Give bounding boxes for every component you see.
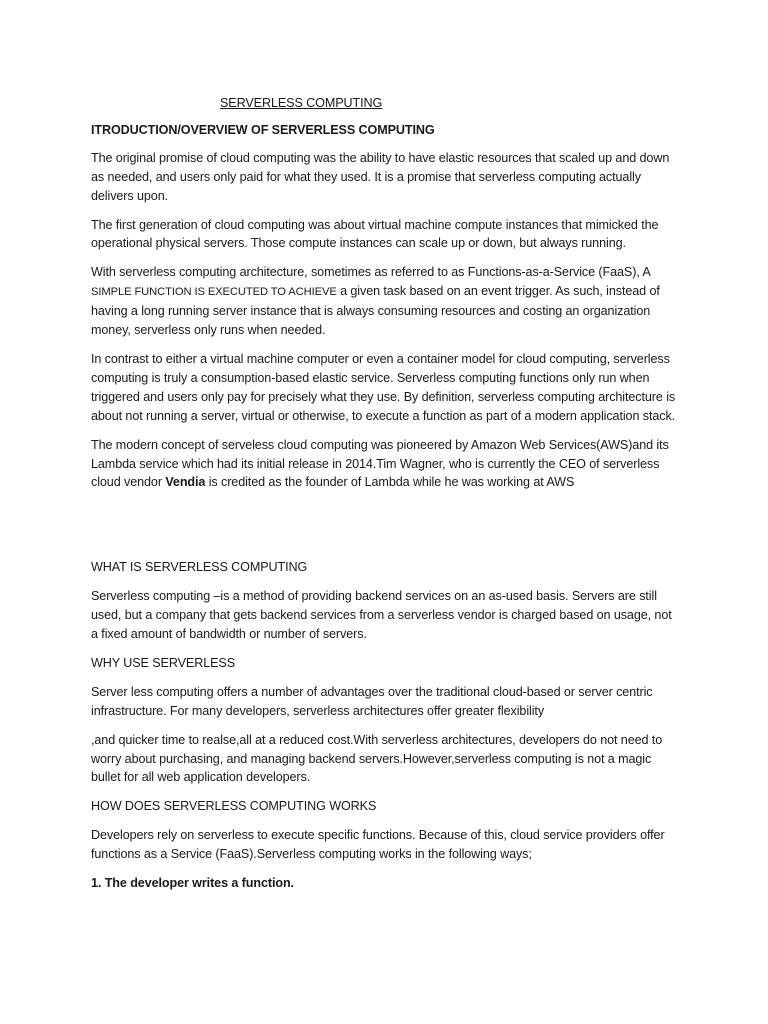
faas-smallcaps-text: SIMPLE FUNCTION IS EXECUTED TO ACHIEVE [91,286,337,299]
how-heading: HOW DOES SERVERLESS COMPUTING WORKS [91,799,377,814]
step-1: 1. The developer writes a function. [91,876,294,891]
intro-heading: ITRODUCTION/OVERVIEW OF SERVERLESS COMPUTING [91,122,435,137]
document-body [91,94,681,893]
faas-paragraph [91,263,681,340]
history-paragraph [91,436,681,493]
what-paragraph: Serverless computing –is a method of providing backend services on an as-used basis. Servers are still used, but a company that gets backend services from a serverless vendor is charged based on usage, not a fixed amount of bandwidth or number of servers. [91,589,672,642]
blank-space [91,502,681,558]
how-paragraph: Developers rely on serverless to execute specific functions. Because of this, cloud service providers offer functions as a Service (FaaS).Serverless computing works in the following ways; [91,828,665,862]
history-text-2: is credited as the founder of Lambda while he was working at AWS [205,475,575,490]
what-heading: WHAT IS SERVERLESS COMPUTING [91,560,308,575]
intro-paragraph-2: The first generation of cloud computing was about virtual machine compute instances that mimicked the operational physical servers. Those compute instances can scale up or down, but always running. [91,217,659,251]
contrast-paragraph: In contrast to either a virtual machine computer or even a container model for cloud computing, serverless computing is truly a consumption-based elastic service. Serverless computing functions only run when triggered and users only pay for precisely what they use. By definition, serverless computing architecture is about not running a server, virtual or otherwise, to execute a function as part of a modern application stack. [91,351,676,423]
why-paragraph-1: Server less computing offers a number of advantages over the traditional cloud-based or server centric infrastructure. For many developers, serverless architectures offer greater flexibility [91,684,653,718]
faas-text-3: a given task based on an event trigger. As such, instead of having a long running server instance that is always consuming resources and costing an organization money, serverless only runs when needed. [91,284,660,338]
document-title: SERVERLESS COMPUTING [220,96,383,110]
intro-paragraph-1: The original promise of cloud computing was the ability to have elastic resources that scaled up and down as needed, and users only paid for what they used. It is a promise that serverless computing actually delivers upon. [91,150,670,203]
why-paragraph-2: ,and quicker time to realse,all at a reduced cost.With serverless architectures, developers do not need to worry about purchasing, and managing backend servers.However,serverless computing is not a magic bullet for all web application developers. [91,732,663,785]
history-text-1: The modern concept of serveless cloud computing was pioneered by Amazon Web Services(AWS)and its Lambda service which had its initial release in 2014.Tim Wagner, who is currently the CEO of serverless cloud vendor [91,437,669,490]
faas-text-1: With serverless computing architecture, sometimes as referred to as Functions-as-a-Service (FaaS), A [91,265,651,280]
vendor-name: Vendia [165,475,206,490]
why-heading: WHY USE SERVERLESS [91,655,236,670]
